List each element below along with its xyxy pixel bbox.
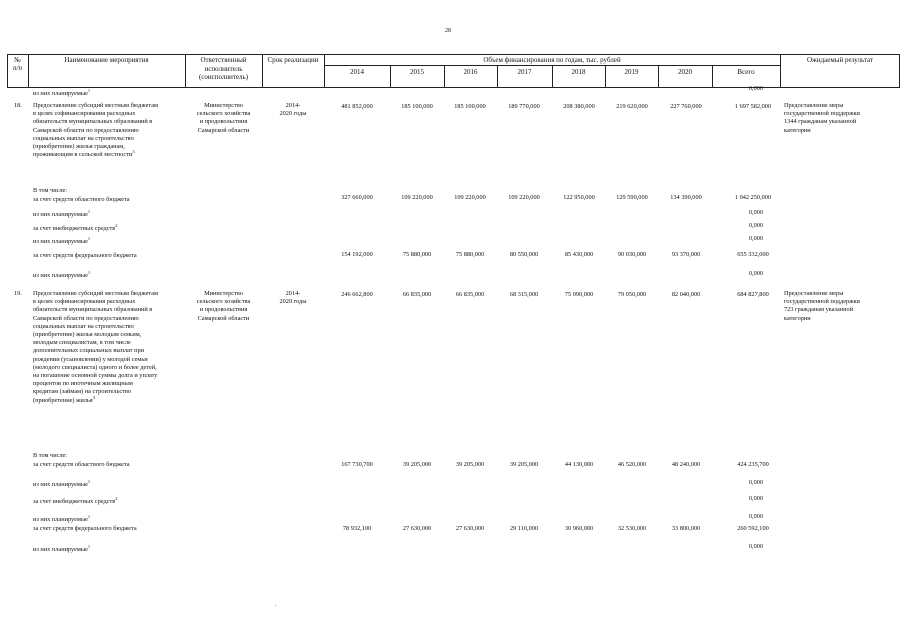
value-2014: 481 852,000 bbox=[341, 103, 373, 110]
value-2015: 27 630,000 bbox=[402, 525, 432, 532]
row-total: 0,000 bbox=[748, 543, 764, 550]
row-total: 0,000 bbox=[748, 85, 764, 92]
value-2015: 39 205,000 bbox=[402, 461, 432, 468]
value-2016: 109 220,000 bbox=[454, 194, 486, 201]
header-term: Срок реализации bbox=[267, 56, 319, 64]
value-2019: 32 530,000 bbox=[617, 525, 647, 532]
header-year: 2016 bbox=[463, 68, 478, 76]
in-total-label: В том числе: bbox=[33, 187, 68, 194]
scan-speck: . bbox=[275, 602, 277, 608]
value-2017: 39 205,000 bbox=[509, 461, 539, 468]
value-2020: 48 240,000 bbox=[671, 461, 701, 468]
value-2020: 134 390,000 bbox=[670, 194, 702, 201]
value-2014: 167 730,700 bbox=[341, 461, 373, 468]
value-2016: 39 205,000 bbox=[455, 461, 485, 468]
value-2015: 75 880,000 bbox=[402, 251, 432, 258]
item-executor: Министерство сельского хозяйства и продовольствия Самарской области bbox=[196, 290, 251, 322]
value-2015: 185 100,000 bbox=[401, 103, 433, 110]
value-total: 684 827,800 bbox=[737, 291, 769, 298]
value-2020: 33 800,000 bbox=[671, 525, 701, 532]
value-2017: 109 220,000 bbox=[508, 194, 540, 201]
value-2020: 227 760,000 bbox=[670, 103, 702, 110]
value-2017: 80 550,000 bbox=[509, 251, 539, 258]
value-total: 260 592,100 bbox=[737, 525, 769, 532]
value-2019: 90 030,000 bbox=[617, 251, 647, 258]
header-year: 2019 bbox=[624, 68, 639, 76]
row-label: за счет внебюджетных средств$^2$ bbox=[33, 222, 118, 232]
value-2017: 29 110,000 bbox=[509, 525, 539, 532]
value-2016: 185 100,000 bbox=[454, 103, 486, 110]
row-total: 0,000 bbox=[748, 495, 764, 502]
row-label: из них планируемые$^1$ bbox=[33, 269, 91, 279]
header-num-sub: п/п bbox=[13, 64, 22, 72]
value-2014: 154 192,000 bbox=[341, 251, 373, 258]
item-result: Предоставление меры государственной поддержки 723 гражданам указанной категории bbox=[784, 290, 860, 322]
header-year: 2014 bbox=[350, 68, 364, 76]
header-year: 2017 bbox=[517, 68, 532, 76]
value-2016: 27 630,000 bbox=[455, 525, 485, 532]
header-year: 2015 bbox=[410, 68, 424, 76]
value-total: 1 042 250,000 bbox=[734, 194, 772, 201]
row-label: за счет средств федерального бюджета bbox=[33, 252, 137, 259]
value-2019: 129 590,000 bbox=[616, 194, 648, 201]
row-total: 0,000 bbox=[748, 235, 764, 242]
header-year: Всего bbox=[737, 68, 755, 76]
value-total: 655 332,000 bbox=[737, 251, 769, 258]
value-2015: 109 220,000 bbox=[401, 194, 433, 201]
value-2014: 78 932,100 bbox=[342, 525, 372, 532]
header-num: № bbox=[14, 56, 21, 64]
value-2018: 30 960,000 bbox=[564, 525, 594, 532]
header-year: 2018 bbox=[571, 68, 586, 76]
value-total: 424 235,700 bbox=[737, 461, 769, 468]
row-label: за счет средств областного бюджета bbox=[33, 196, 130, 203]
row-label: из них планируемые$^1$ bbox=[33, 478, 91, 488]
value-2018: 85 430,000 bbox=[564, 251, 594, 258]
item-number: 18. bbox=[14, 102, 22, 109]
row-label: из них планируемые$^1$ bbox=[33, 543, 91, 553]
value-2018: 44 130,000 bbox=[564, 461, 594, 468]
value-2015: 66 835,000 bbox=[402, 291, 432, 298]
item-name: Предоставление субсидий местным бюджетам в целях софинансирования расходных обязательств муниципальных образований в Самарской области по предоставлению социальных выплат на строительство (приобретение) жилья гражданам, проживающим в сельской местности$^3$ bbox=[33, 102, 159, 159]
value-2018: 208 380,000 bbox=[563, 103, 595, 110]
value-2020: 93 370,000 bbox=[671, 251, 701, 258]
value-2017: 68 315,000 bbox=[509, 291, 539, 298]
row-label: из них планируемые$^1$ bbox=[33, 513, 91, 523]
row-total: 0,000 bbox=[748, 479, 764, 486]
value-2016: 66 835,000 bbox=[455, 291, 485, 298]
value-2019: 219 620,000 bbox=[616, 103, 648, 110]
header-divider bbox=[324, 65, 780, 66]
value-2019: 46 520,000 bbox=[617, 461, 647, 468]
item-term: 2014- 2020 годы bbox=[279, 290, 307, 306]
value-2018: 75 090,000 bbox=[564, 291, 594, 298]
item-result: Предоставление меры государственной поддержки 1344 гражданам указанной категории bbox=[784, 102, 860, 134]
page-number: 28 bbox=[445, 28, 451, 34]
item-term: 2014- 2020 годы bbox=[279, 102, 307, 118]
in-total-label: В том числе: bbox=[33, 452, 68, 459]
value-2020: 82 040,000 bbox=[671, 291, 701, 298]
header-name: Наименование мероприятия bbox=[64, 56, 149, 64]
value-total: 1 697 582,000 bbox=[734, 103, 772, 110]
row-total: 0,000 bbox=[748, 513, 764, 520]
row-label: из них планируемые$^1$ bbox=[33, 235, 91, 245]
row-label: за счет средств федерального бюджета bbox=[33, 525, 137, 532]
header-result: Ожидаемый результат bbox=[806, 56, 874, 64]
value-2014: 327 660,000 bbox=[341, 194, 373, 201]
item-number: 19. bbox=[14, 290, 22, 297]
header-volume: Объем финансирования по годам, тыс. рублей bbox=[483, 56, 621, 64]
item-name: Предоставление субсидий местным бюджетам в целях софинансирования расходных обязательств муниципальных образований в Самарской области по предоставлению социальных выплат на строительство (приобретение) жилья молодым семьям, молодым специалистам, в том числе дополнительных социальных выплат при рождении (усыновлении) у молодой семьи (молодого специалиста) одного и более детей, на погашение основной суммы долга и уплату процентов по ипотечным жилищным кредитам (займам) на строительство (приобретение) жилья$^3$ bbox=[33, 290, 159, 404]
row-label: за счет средств областного бюджета bbox=[33, 461, 130, 468]
value-2016: 75 880,000 bbox=[455, 251, 485, 258]
header-year: 2020 bbox=[678, 68, 692, 76]
row-label: из них планируемые$^1$ bbox=[33, 208, 91, 218]
value-2017: 189 770,000 bbox=[508, 103, 540, 110]
row-total: 0,000 bbox=[748, 270, 764, 277]
row-label: из них планируемые$^1$ bbox=[33, 87, 91, 97]
value-2018: 122 950,000 bbox=[563, 194, 595, 201]
item-executor: Министерство сельского хозяйства и продовольствия Самарской области bbox=[196, 102, 251, 134]
row-total: 0,000 bbox=[748, 222, 764, 229]
header-executor: Ответственный исполнитель (соисполнитель) bbox=[198, 56, 249, 81]
row-total: 0,000 bbox=[748, 209, 764, 216]
value-2019: 79 050,000 bbox=[617, 291, 647, 298]
value-2014: 246 662,800 bbox=[341, 291, 373, 298]
row-label: за счет внебюджетных средств$^2$ bbox=[33, 495, 118, 505]
